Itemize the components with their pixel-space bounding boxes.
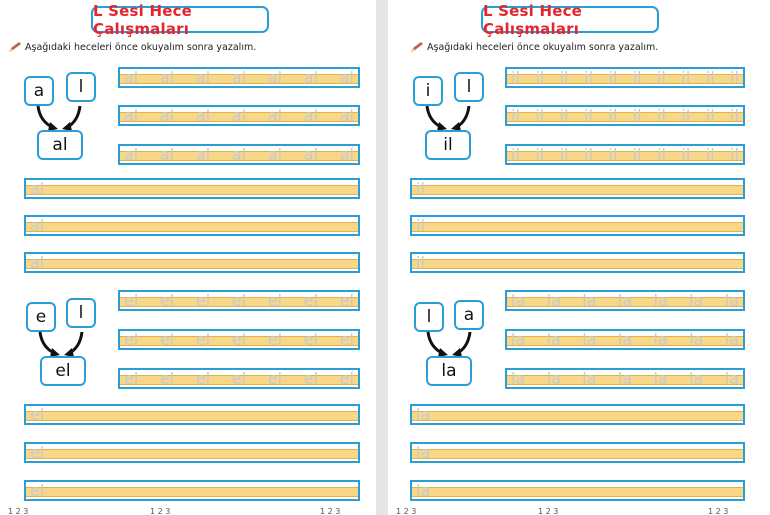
footer-right: 1 2 3 (320, 507, 341, 515)
letter-box-l: l (414, 302, 444, 332)
trace-syllable: il (657, 68, 666, 87)
syllable-box-al: al (37, 130, 83, 160)
trace-row-al-1 (124, 69, 358, 86)
trace-syllable: al (231, 106, 247, 125)
trace-syllable: al (303, 106, 319, 125)
trace-syllable: al (267, 68, 283, 87)
trace-start-la: la (416, 443, 431, 462)
trace-syllable: el (267, 330, 283, 349)
trace-start-la: la (416, 405, 431, 424)
merge-arrows-icon (419, 104, 479, 132)
trace-syllable: al (195, 145, 211, 164)
writing-line (410, 178, 745, 199)
trace-start-il: il (416, 253, 425, 272)
trace-syllable: la (617, 330, 633, 349)
trace-syllable: il (632, 106, 642, 125)
trace-row-el-2 (124, 331, 358, 348)
trace-row-el-1 (124, 292, 358, 309)
worksheet-page-left (0, 0, 376, 515)
letter-box-i: i (413, 76, 443, 106)
trace-row-el-3 (124, 370, 358, 387)
trace-row-al-2 (124, 107, 358, 124)
trace-row-la-2 (511, 331, 743, 348)
trace-row-la-3 (511, 370, 743, 387)
trace-start-el: el (30, 481, 45, 500)
trace-syllable: el (231, 330, 247, 349)
trace-syllable: la (582, 291, 597, 310)
trace-syllable: el (159, 330, 175, 349)
trace-syllable: el (124, 369, 139, 388)
writing-line (24, 404, 360, 425)
trace-syllable: la (689, 330, 704, 349)
letter-box-l: l (66, 72, 96, 102)
trace-syllable: el (159, 369, 175, 388)
tracing-line (505, 105, 745, 126)
trace-start-il: il (416, 216, 425, 235)
trace-syllable: il (681, 106, 691, 125)
trace-row-il-2 (511, 107, 743, 124)
trace-syllable: la (511, 291, 526, 310)
trace-start-la: la (416, 481, 431, 500)
writing-line (410, 404, 745, 425)
trace-syllable: il (705, 106, 715, 125)
page-footer (0, 507, 376, 515)
trace-syllable: el (231, 291, 247, 310)
trace-syllable: il (511, 145, 520, 164)
trace-syllable: al (303, 68, 319, 87)
trace-syllable: al (159, 68, 175, 87)
writing-line (24, 252, 360, 273)
trace-syllable: il (632, 68, 642, 87)
trace-syllable: la (546, 369, 561, 388)
tracing-line (505, 67, 745, 88)
trace-syllable: al (339, 106, 354, 125)
writing-line (24, 178, 360, 199)
trace-start-el: el (30, 405, 45, 424)
trace-syllable: el (195, 369, 211, 388)
trace-start-al: al (30, 216, 45, 235)
writing-line (410, 480, 745, 501)
trace-syllable: el (303, 291, 318, 310)
trace-syllable: al (159, 145, 175, 164)
trace-syllable: la (689, 369, 704, 388)
trace-syllable: al (195, 68, 211, 87)
trace-syllable: il (608, 106, 618, 125)
trace-syllable: la (653, 330, 668, 349)
trace-syllable: la (724, 330, 739, 349)
merge-arrows-icon (32, 330, 92, 358)
footer-left: 1 2 3 (8, 507, 29, 515)
trace-syllable: la (653, 369, 668, 388)
trace-syllable: il (608, 68, 618, 87)
trace-syllable: la (582, 330, 597, 349)
worksheet-title: L Sesi Hece Çalışmaları (91, 6, 269, 33)
worksheet-page-right (388, 0, 770, 515)
trace-syllable: la (724, 369, 739, 388)
trace-row-al-3 (124, 146, 358, 163)
trace-syllable: al (124, 68, 139, 87)
trace-syllable: al (339, 68, 354, 87)
syllable-box-il: il (425, 130, 471, 160)
tracing-line (118, 144, 360, 165)
trace-syllable: al (267, 106, 283, 125)
tracing-line (505, 329, 745, 350)
trace-start-al: al (30, 179, 45, 198)
trace-syllable: il (584, 106, 593, 125)
trace-start-el: el (30, 443, 45, 462)
trace-syllable: il (681, 68, 691, 87)
trace-syllable: al (303, 145, 319, 164)
trace-syllable: el (303, 330, 318, 349)
tracing-line (505, 290, 745, 311)
trace-syllable: il (705, 145, 715, 164)
trace-syllable: al (159, 106, 175, 125)
writing-line (24, 215, 360, 236)
trace-start-al: al (30, 253, 45, 272)
letter-box-a: a (454, 300, 484, 330)
trace-syllable: il (632, 145, 642, 164)
trace-syllable: il (657, 145, 666, 164)
trace-syllable: il (608, 145, 618, 164)
trace-syllable: il (657, 106, 666, 125)
trace-syllable: la (546, 291, 561, 310)
trace-syllable: il (559, 145, 569, 164)
pencil-icon (410, 41, 424, 53)
writing-line (24, 480, 360, 501)
trace-row-il-1 (511, 69, 743, 86)
letter-box-l: l (66, 298, 96, 328)
trace-row-il-3 (511, 146, 743, 163)
pencil-icon (8, 41, 22, 53)
worksheet-title: L Sesi Hece Çalışmaları (481, 6, 659, 33)
trace-syllable: el (339, 369, 354, 388)
trace-syllable: el (159, 291, 175, 310)
tracing-line (505, 368, 745, 389)
trace-syllable: il (584, 145, 593, 164)
footer-mid: 1 2 3 (538, 507, 559, 515)
trace-syllable: il (584, 68, 593, 87)
syllable-box-el: el (40, 356, 86, 386)
tracing-line (118, 368, 360, 389)
instruction (410, 41, 658, 53)
trace-syllable: la (582, 369, 597, 388)
page-footer (388, 507, 770, 515)
writing-line (410, 252, 745, 273)
trace-syllable: el (339, 291, 354, 310)
trace-syllable: la (617, 291, 633, 310)
trace-syllable: el (124, 291, 139, 310)
letter-box-e: e (26, 302, 56, 332)
trace-row-la-1 (511, 292, 743, 309)
merge-arrows-icon (30, 104, 90, 132)
syllable-box-la: la (426, 356, 472, 386)
trace-syllable: el (195, 291, 211, 310)
trace-syllable: il (681, 145, 691, 164)
trace-syllable: al (124, 145, 139, 164)
trace-syllable: el (267, 291, 283, 310)
trace-syllable: il (730, 68, 739, 87)
trace-syllable: la (689, 291, 704, 310)
tracing-line (118, 105, 360, 126)
trace-syllable: el (267, 369, 283, 388)
trace-syllable: il (559, 106, 569, 125)
writing-line (24, 442, 360, 463)
trace-syllable: il (559, 68, 569, 87)
trace-syllable: la (511, 330, 526, 349)
tracing-line (118, 329, 360, 350)
tracing-line (505, 144, 745, 165)
trace-syllable: el (231, 369, 247, 388)
trace-syllable: el (124, 330, 139, 349)
instruction (8, 41, 256, 53)
writing-line (410, 215, 745, 236)
footer-left: 1 2 3 (396, 507, 417, 515)
trace-start-il: il (416, 179, 425, 198)
trace-syllable: al (339, 145, 354, 164)
instruction-text: Aşağıdaki heceleri önce okuyalım sonra yazalım. (25, 41, 257, 53)
trace-syllable: il (511, 68, 520, 87)
trace-syllable: il (535, 68, 545, 87)
writing-line (410, 442, 745, 463)
trace-syllable: la (546, 330, 561, 349)
trace-syllable: il (730, 145, 739, 164)
trace-syllable: il (535, 145, 545, 164)
trace-syllable: al (267, 145, 283, 164)
trace-syllable: la (724, 291, 739, 310)
tracing-line (118, 290, 360, 311)
merge-arrows-icon (420, 330, 480, 358)
trace-syllable: il (730, 106, 739, 125)
trace-syllable: il (511, 106, 520, 125)
trace-syllable: al (231, 145, 247, 164)
tracing-line (118, 67, 360, 88)
trace-syllable: el (339, 330, 354, 349)
trace-syllable: la (511, 369, 526, 388)
trace-syllable: al (231, 68, 247, 87)
footer-right: 1 2 3 (708, 507, 729, 515)
letter-box-l: l (454, 72, 484, 102)
letter-box-a: a (24, 76, 54, 106)
trace-syllable: al (124, 106, 139, 125)
trace-syllable: la (617, 369, 633, 388)
trace-syllable: la (653, 291, 668, 310)
instruction-text: Aşağıdaki heceleri önce okuyalım sonra yazalım. (427, 41, 659, 53)
trace-syllable: il (535, 106, 545, 125)
footer-mid: 1 2 3 (150, 507, 171, 515)
trace-syllable: el (303, 369, 318, 388)
trace-syllable: il (705, 68, 715, 87)
trace-syllable: el (195, 330, 211, 349)
trace-syllable: al (195, 106, 211, 125)
